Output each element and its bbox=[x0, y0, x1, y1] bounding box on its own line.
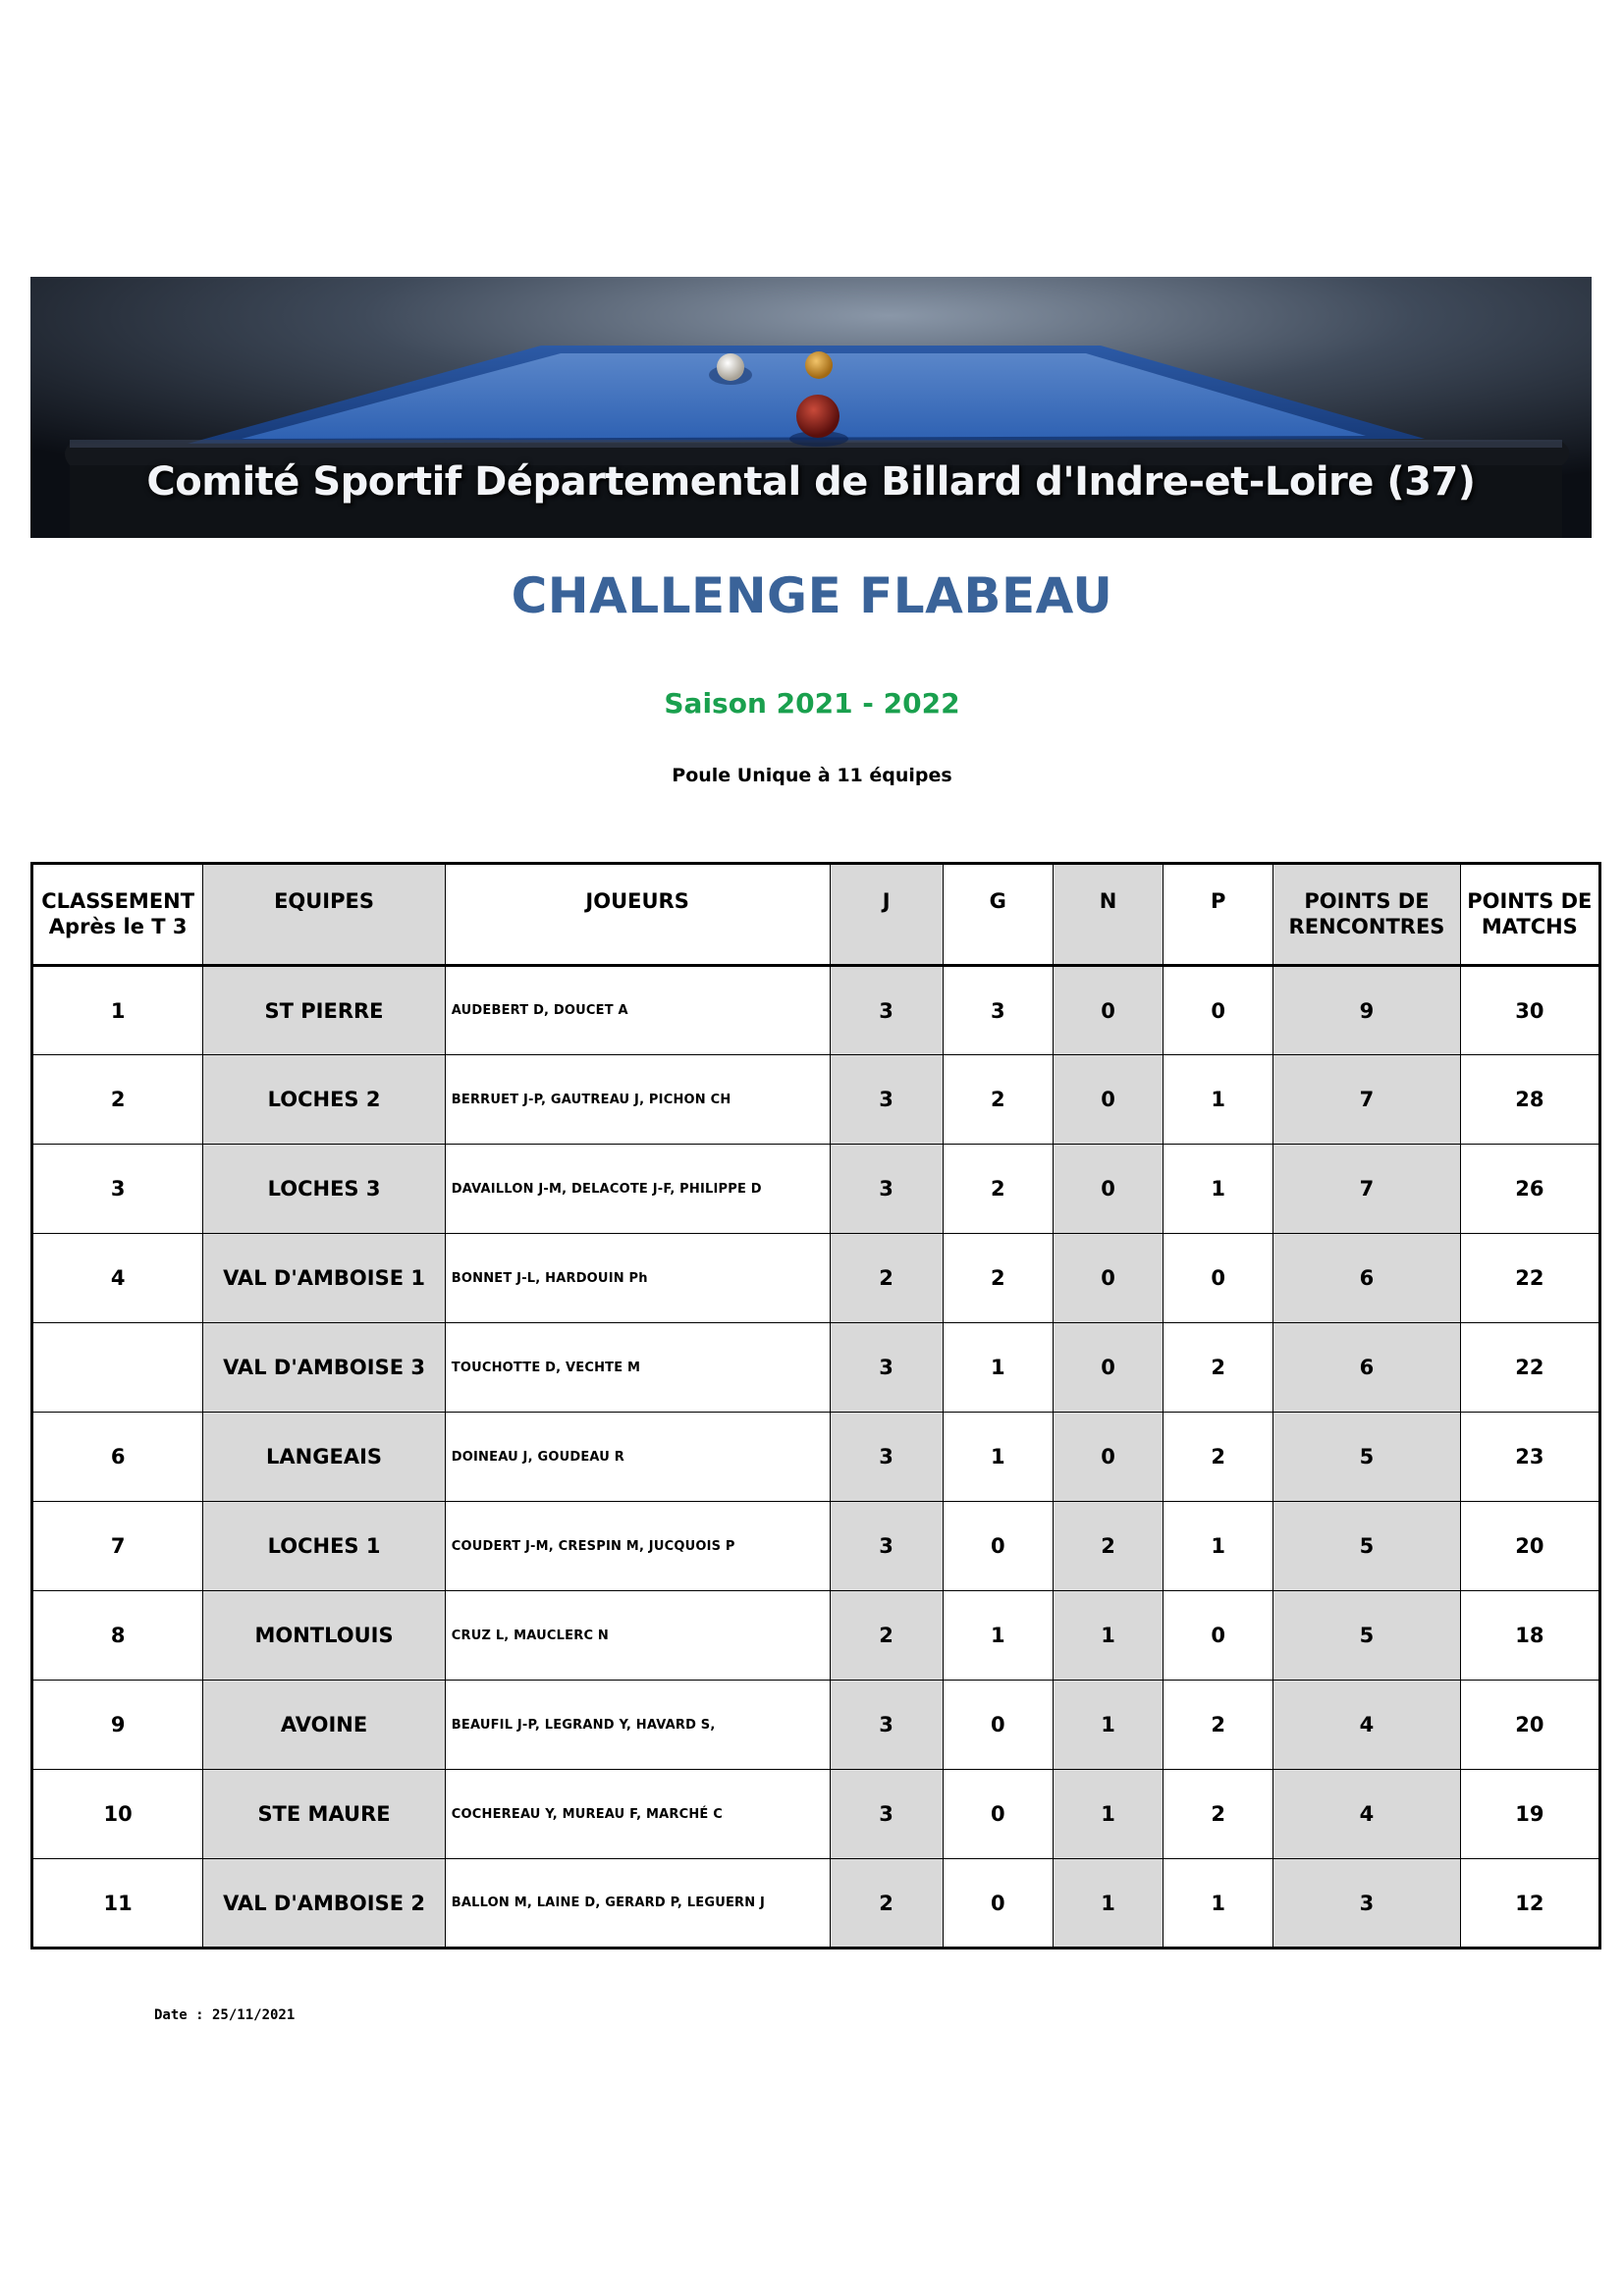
cell-n: 0 bbox=[1053, 1323, 1163, 1413]
cell-points-matchs: 22 bbox=[1460, 1234, 1599, 1323]
cell-points-matchs: 22 bbox=[1460, 1323, 1599, 1413]
cell-points-matchs: 20 bbox=[1460, 1681, 1599, 1770]
cell-rank: 7 bbox=[32, 1502, 203, 1591]
cell-rank: 11 bbox=[32, 1859, 203, 1949]
cell-j: 2 bbox=[830, 1859, 943, 1949]
cell-rank: 2 bbox=[32, 1055, 203, 1145]
header-j: J bbox=[830, 864, 943, 966]
cell-points-matchs: 18 bbox=[1460, 1591, 1599, 1681]
cell-rank: 3 bbox=[32, 1145, 203, 1234]
header-points-rencontres-line2: RENCONTRES bbox=[1288, 915, 1445, 938]
table-row bbox=[32, 1234, 1600, 1323]
cell-j: 3 bbox=[830, 1502, 943, 1591]
table-row bbox=[32, 1502, 1600, 1591]
table-row bbox=[32, 1591, 1600, 1681]
cell-points-rencontres: 6 bbox=[1273, 1234, 1460, 1323]
header-points-matchs bbox=[1460, 864, 1599, 966]
cell-players: BONNET J-L, HARDOUIN Ph bbox=[445, 1234, 830, 1323]
cell-n: 2 bbox=[1053, 1502, 1163, 1591]
table-row bbox=[32, 1413, 1600, 1502]
cell-points-rencontres: 5 bbox=[1273, 1591, 1460, 1681]
cell-players: BERRUET J-P, GAUTREAU J, PICHON CH bbox=[445, 1055, 830, 1145]
cell-team: VAL D'AMBOISE 3 bbox=[203, 1323, 445, 1413]
standings-body bbox=[32, 966, 1600, 1949]
cell-p: 1 bbox=[1164, 1055, 1273, 1145]
header-classement-line2: Après le T 3 bbox=[48, 915, 188, 938]
cell-n: 0 bbox=[1053, 1145, 1163, 1234]
cell-j: 2 bbox=[830, 1591, 943, 1681]
header-classement-line1: CLASSEMENT bbox=[41, 889, 195, 913]
cell-n: 1 bbox=[1053, 1591, 1163, 1681]
cell-j: 3 bbox=[830, 1681, 943, 1770]
cell-j: 3 bbox=[830, 1770, 943, 1859]
cell-players: TOUCHOTTE D, VECHTE M bbox=[445, 1323, 830, 1413]
cell-rank: 1 bbox=[32, 966, 203, 1055]
cell-players: BALLON M, LAINE D, GERARD P, LEGUERN J bbox=[445, 1859, 830, 1949]
cell-rank: 4 bbox=[32, 1234, 203, 1323]
cell-n: 1 bbox=[1053, 1859, 1163, 1949]
cell-team: LOCHES 2 bbox=[203, 1055, 445, 1145]
cell-points-rencontres: 7 bbox=[1273, 1055, 1460, 1145]
header-classement bbox=[32, 864, 203, 966]
cell-players: COUDERT J-M, CRESPIN M, JUCQUOIS P bbox=[445, 1502, 830, 1591]
cell-players: CRUZ L, MAUCLERC N bbox=[445, 1591, 830, 1681]
header-g: G bbox=[943, 864, 1053, 966]
cell-team: MONTLOUIS bbox=[203, 1591, 445, 1681]
cell-g: 3 bbox=[943, 966, 1053, 1055]
cell-players: DAVAILLON J-M, DELACOTE J-F, PHILIPPE D bbox=[445, 1145, 830, 1234]
cell-points-matchs: 12 bbox=[1460, 1859, 1599, 1949]
cell-team: VAL D'AMBOISE 2 bbox=[203, 1859, 445, 1949]
cell-players: DOINEAU J, GOUDEAU R bbox=[445, 1413, 830, 1502]
cell-team: ST PIERRE bbox=[203, 966, 445, 1055]
header-p: P bbox=[1164, 864, 1273, 966]
cell-n: 0 bbox=[1053, 1055, 1163, 1145]
cell-g: 0 bbox=[943, 1681, 1053, 1770]
table-row bbox=[32, 1859, 1600, 1949]
header-points-matchs-line1: POINTS DE bbox=[1467, 889, 1593, 913]
cell-j: 2 bbox=[830, 1234, 943, 1323]
cell-points-rencontres: 3 bbox=[1273, 1859, 1460, 1949]
table-row bbox=[32, 1681, 1600, 1770]
cell-g: 0 bbox=[943, 1859, 1053, 1949]
header-n: N bbox=[1053, 864, 1163, 966]
cell-team: VAL D'AMBOISE 1 bbox=[203, 1234, 445, 1323]
cell-p: 1 bbox=[1164, 1145, 1273, 1234]
cell-points-rencontres: 4 bbox=[1273, 1681, 1460, 1770]
cell-j: 3 bbox=[830, 1055, 943, 1145]
banner-caption: Comité Sportif Départemental de Billard d'Indre-et-Loire (37) bbox=[146, 459, 1476, 505]
cell-p: 2 bbox=[1164, 1770, 1273, 1859]
cell-p: 1 bbox=[1164, 1502, 1273, 1591]
table-row bbox=[32, 1323, 1600, 1413]
cell-g: 1 bbox=[943, 1413, 1053, 1502]
cell-p: 2 bbox=[1164, 1323, 1273, 1413]
cell-rank: 10 bbox=[32, 1770, 203, 1859]
header-points-rencontres-line1: POINTS DE bbox=[1304, 889, 1430, 913]
page-title: CHALLENGE FLABEAU bbox=[511, 567, 1113, 624]
cell-j: 3 bbox=[830, 1145, 943, 1234]
cell-g: 0 bbox=[943, 1502, 1053, 1591]
header-points-rencontres bbox=[1273, 864, 1460, 966]
cell-points-matchs: 28 bbox=[1460, 1055, 1599, 1145]
cell-p: 1 bbox=[1164, 1859, 1273, 1949]
cell-j: 3 bbox=[830, 966, 943, 1055]
cell-points-rencontres: 5 bbox=[1273, 1502, 1460, 1591]
cell-g: 2 bbox=[943, 1055, 1053, 1145]
cell-rank: 8 bbox=[32, 1591, 203, 1681]
white-ball-icon bbox=[717, 353, 744, 381]
cell-p: 2 bbox=[1164, 1413, 1273, 1502]
cell-players: AUDEBERT D, DOUCET A bbox=[445, 966, 830, 1055]
cell-points-matchs: 23 bbox=[1460, 1413, 1599, 1502]
report-date: Date : 25/11/2021 bbox=[154, 2007, 296, 2023]
cell-n: 0 bbox=[1053, 1413, 1163, 1502]
cell-points-matchs: 19 bbox=[1460, 1770, 1599, 1859]
cell-g: 0 bbox=[943, 1770, 1053, 1859]
cell-p: 0 bbox=[1164, 966, 1273, 1055]
cell-j: 3 bbox=[830, 1323, 943, 1413]
cell-team: LANGEAIS bbox=[203, 1413, 445, 1502]
cell-j: 3 bbox=[830, 1413, 943, 1502]
table-row bbox=[32, 1145, 1600, 1234]
cell-n: 1 bbox=[1053, 1681, 1163, 1770]
cell-g: 1 bbox=[943, 1323, 1053, 1413]
cell-points-rencontres: 7 bbox=[1273, 1145, 1460, 1234]
cell-p: 0 bbox=[1164, 1234, 1273, 1323]
cell-team: LOCHES 1 bbox=[203, 1502, 445, 1591]
table-row bbox=[32, 966, 1600, 1055]
cell-n: 1 bbox=[1053, 1770, 1163, 1859]
cell-rank: 6 bbox=[32, 1413, 203, 1502]
table-row bbox=[32, 1770, 1600, 1859]
cell-team: AVOINE bbox=[203, 1681, 445, 1770]
cell-points-rencontres: 6 bbox=[1273, 1323, 1460, 1413]
cell-n: 0 bbox=[1053, 1234, 1163, 1323]
standings-table bbox=[30, 862, 1601, 1949]
table-row bbox=[32, 1055, 1600, 1145]
cell-p: 2 bbox=[1164, 1681, 1273, 1770]
cell-points-rencontres: 5 bbox=[1273, 1413, 1460, 1502]
cell-team: STE MAURE bbox=[203, 1770, 445, 1859]
cell-points-rencontres: 9 bbox=[1273, 966, 1460, 1055]
cell-points-matchs: 30 bbox=[1460, 966, 1599, 1055]
cell-points-matchs: 20 bbox=[1460, 1502, 1599, 1591]
season-subtitle: Saison 2021 - 2022 bbox=[664, 687, 960, 720]
cell-g: 2 bbox=[943, 1234, 1053, 1323]
header-equipes: EQUIPES bbox=[203, 864, 445, 966]
table-header-row bbox=[32, 864, 1600, 966]
cell-points-rencontres: 4 bbox=[1273, 1770, 1460, 1859]
cell-p: 0 bbox=[1164, 1591, 1273, 1681]
cell-players: COCHEREAU Y, MUREAU F, MARCHÉ C bbox=[445, 1770, 830, 1859]
red-ball-icon bbox=[796, 395, 839, 438]
cell-rank: 9 bbox=[32, 1681, 203, 1770]
poule-subtitle: Poule Unique à 11 équipes bbox=[672, 765, 952, 786]
header-points-matchs-line2: MATCHS bbox=[1481, 915, 1578, 938]
cell-points-matchs: 26 bbox=[1460, 1145, 1599, 1234]
cell-players: BEAUFIL J-P, LEGRAND Y, HAVARD S, bbox=[445, 1681, 830, 1770]
cell-rank bbox=[32, 1323, 203, 1413]
header-joueurs: JOUEURS bbox=[445, 864, 830, 966]
yellow-ball-icon bbox=[805, 351, 833, 379]
cell-g: 1 bbox=[943, 1591, 1053, 1681]
banner-image bbox=[30, 277, 1592, 538]
cell-team: LOCHES 3 bbox=[203, 1145, 445, 1234]
cell-n: 0 bbox=[1053, 966, 1163, 1055]
cell-g: 2 bbox=[943, 1145, 1053, 1234]
